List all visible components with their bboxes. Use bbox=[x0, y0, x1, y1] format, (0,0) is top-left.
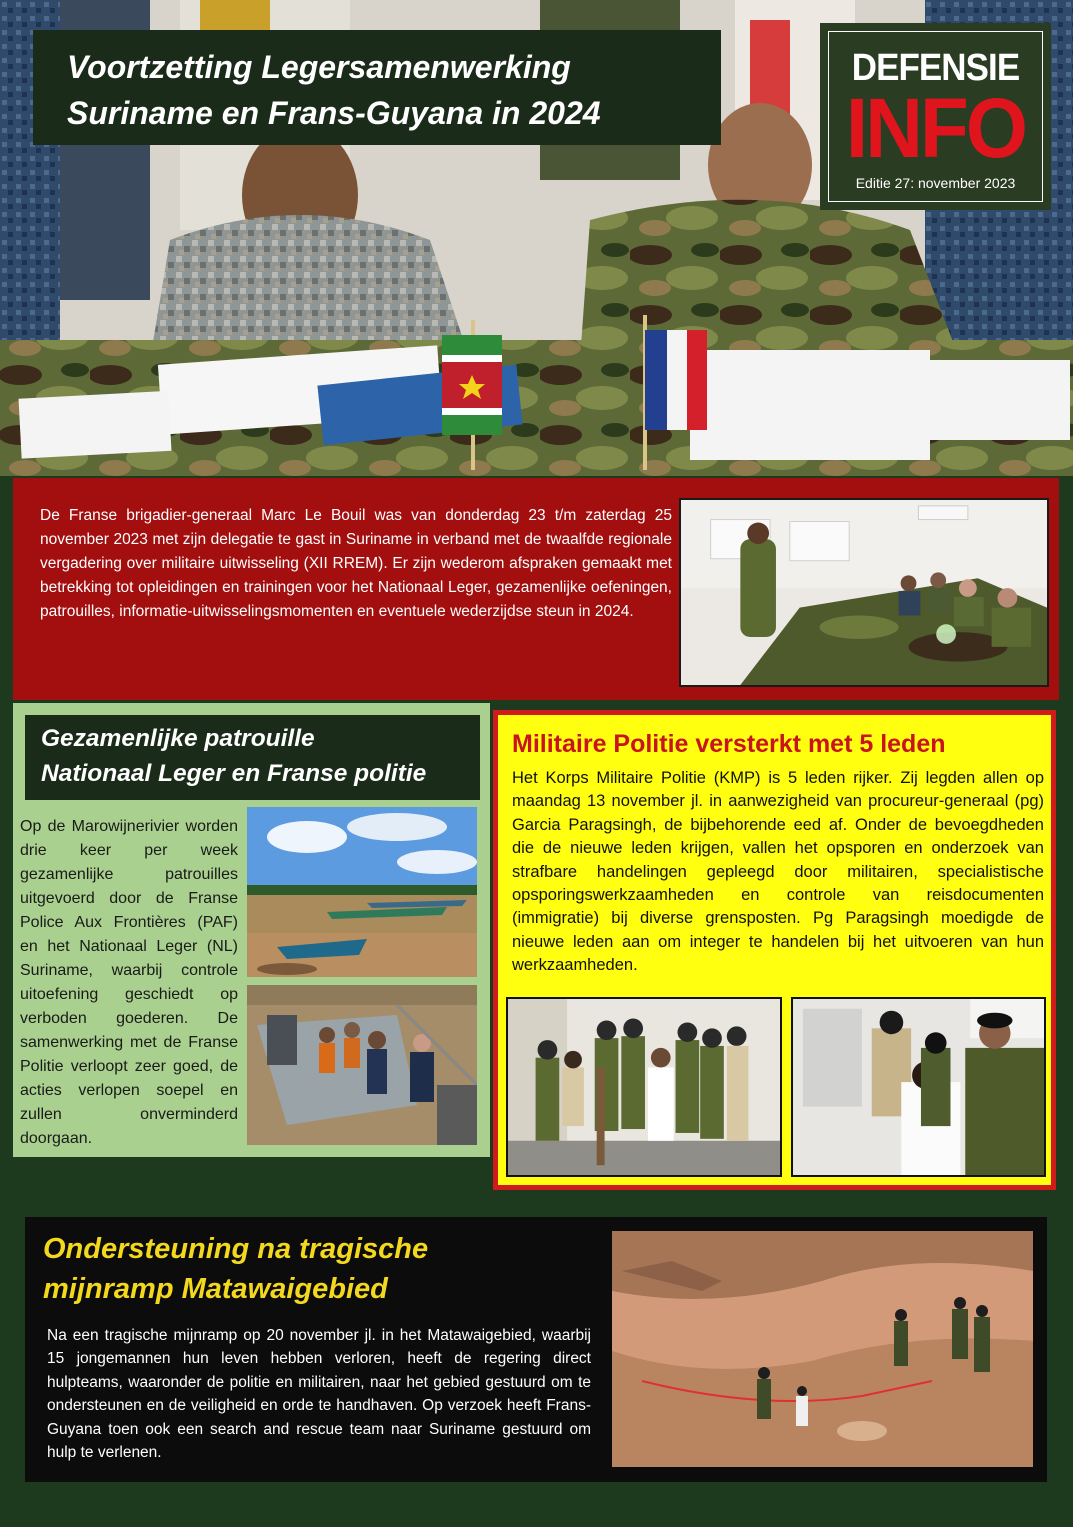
masthead-logo bbox=[820, 23, 1051, 210]
patrol-title-line-2: Nationaal Leger en Franse politie bbox=[41, 760, 427, 787]
intro-photo bbox=[679, 498, 1049, 687]
hero-title-line-2: Suriname en Frans-Guyana in 2024 bbox=[67, 95, 601, 131]
mp-photo-ceremony bbox=[791, 997, 1046, 1177]
mine-title bbox=[43, 1229, 603, 1309]
mine-title-line-1: Ondersteuning na tragische bbox=[43, 1233, 429, 1265]
masthead-defensie: DEFENSIE bbox=[851, 47, 1020, 89]
mine-site-photo-icon bbox=[612, 1231, 1033, 1467]
mine-section bbox=[25, 1217, 1047, 1482]
hero-title-box bbox=[33, 30, 721, 145]
police-boat-photo-icon bbox=[247, 985, 477, 1145]
mp-text: Het Korps Militaire Politie (KMP) is 5 leden rijker. Zij legden allen op maandag 13 november jl. in aanwezigheid van procureur-generaal (pg) Garcia Paragsingh, de bijbehorende eed af. Onder de bevoegdheden die de nieuwe leden krijgen, vallen het opsporen en onderzoek van strafbare handelingen gepleegd door militairen, specialistische opsporingswerkzaamheden en controle van reisdocumenten (immigratie) bij diverse grensposten. Pg Paragsingh moedigde de nieuwe leden aan om integer te handelen bij het uitvoeren van hun werkzaamheden. bbox=[512, 769, 1044, 975]
mine-photo bbox=[612, 1231, 1033, 1467]
masthead-frame bbox=[828, 31, 1043, 202]
mp-title: Militaire Politie versterkt met 5 leden bbox=[512, 730, 946, 758]
masthead-edition: Editie 27: november 2023 bbox=[855, 175, 1016, 191]
patrol-text: Op de Marowijnerivier worden drie keer per week gezamenlijke patrouilles uitgevoerd door de Franse Police Aux Frontières (PAF) en het Nationaal Leger (NL) Suriname, waarbij controle uitoefening geschiedt op verboden goederen. De samenwerking met de Franse Politie verloopt zeer goed, de acties verlopen soepel en zullen onverminderd doorgaan. bbox=[20, 818, 238, 1147]
river-boats-photo-icon bbox=[247, 807, 477, 977]
masthead-info: INFO bbox=[845, 81, 1026, 175]
patrol-section bbox=[13, 703, 490, 1157]
ceremony-photo-icon bbox=[793, 999, 1044, 1175]
group-photo-icon bbox=[508, 999, 780, 1175]
mp-section bbox=[493, 710, 1056, 1190]
patrol-photo-police-boat bbox=[247, 985, 477, 1145]
patrol-title-box bbox=[25, 715, 480, 800]
intro-section bbox=[13, 478, 1059, 700]
intro-text: De Franse brigadier-generaal Marc Le Bouil was van donderdag 23 t/m zaterdag 25 november 2023 met zijn delegatie te gast in Suriname in verband met de twaalfde regionale vergadering over militaire uitwisseling (XII RREM). Er zijn wederom afspraken gemaakt met betrekking tot opleidingen en trainingen voor het Nationaal Leger, gezamenlijke oefeningen, patrouilles, informatie-uitwisselingsmomenten en eventuele wederzijdse steun in 2024. bbox=[40, 507, 672, 620]
mine-text: Na een tragische mijnramp op 20 november jl. in het Matawaigebied, waarbij 15 jongemannen hun leven hebben verloren, heeft de regering direct hulpteams, waaronder de politie en militairen, naar het gebied gestuurd om te ondersteunen en de veiligheid en orde te handhaven. Op verzoek heeft Frans-Guyana toen ook een search and rescue team naar Suriname gestuurd om hulp te verlenen. bbox=[47, 1327, 591, 1462]
patrol-title-line-1: Gezamenlijke patrouille bbox=[41, 725, 315, 752]
meeting-room-photo-icon bbox=[681, 500, 1047, 685]
patrol-photo-river bbox=[247, 807, 477, 977]
mp-photo-group bbox=[506, 997, 782, 1177]
hero-title-line-1: Voortzetting Legersamenwerking bbox=[67, 49, 571, 85]
mine-title-line-2: mijnramp Matawaigebied bbox=[43, 1273, 388, 1305]
